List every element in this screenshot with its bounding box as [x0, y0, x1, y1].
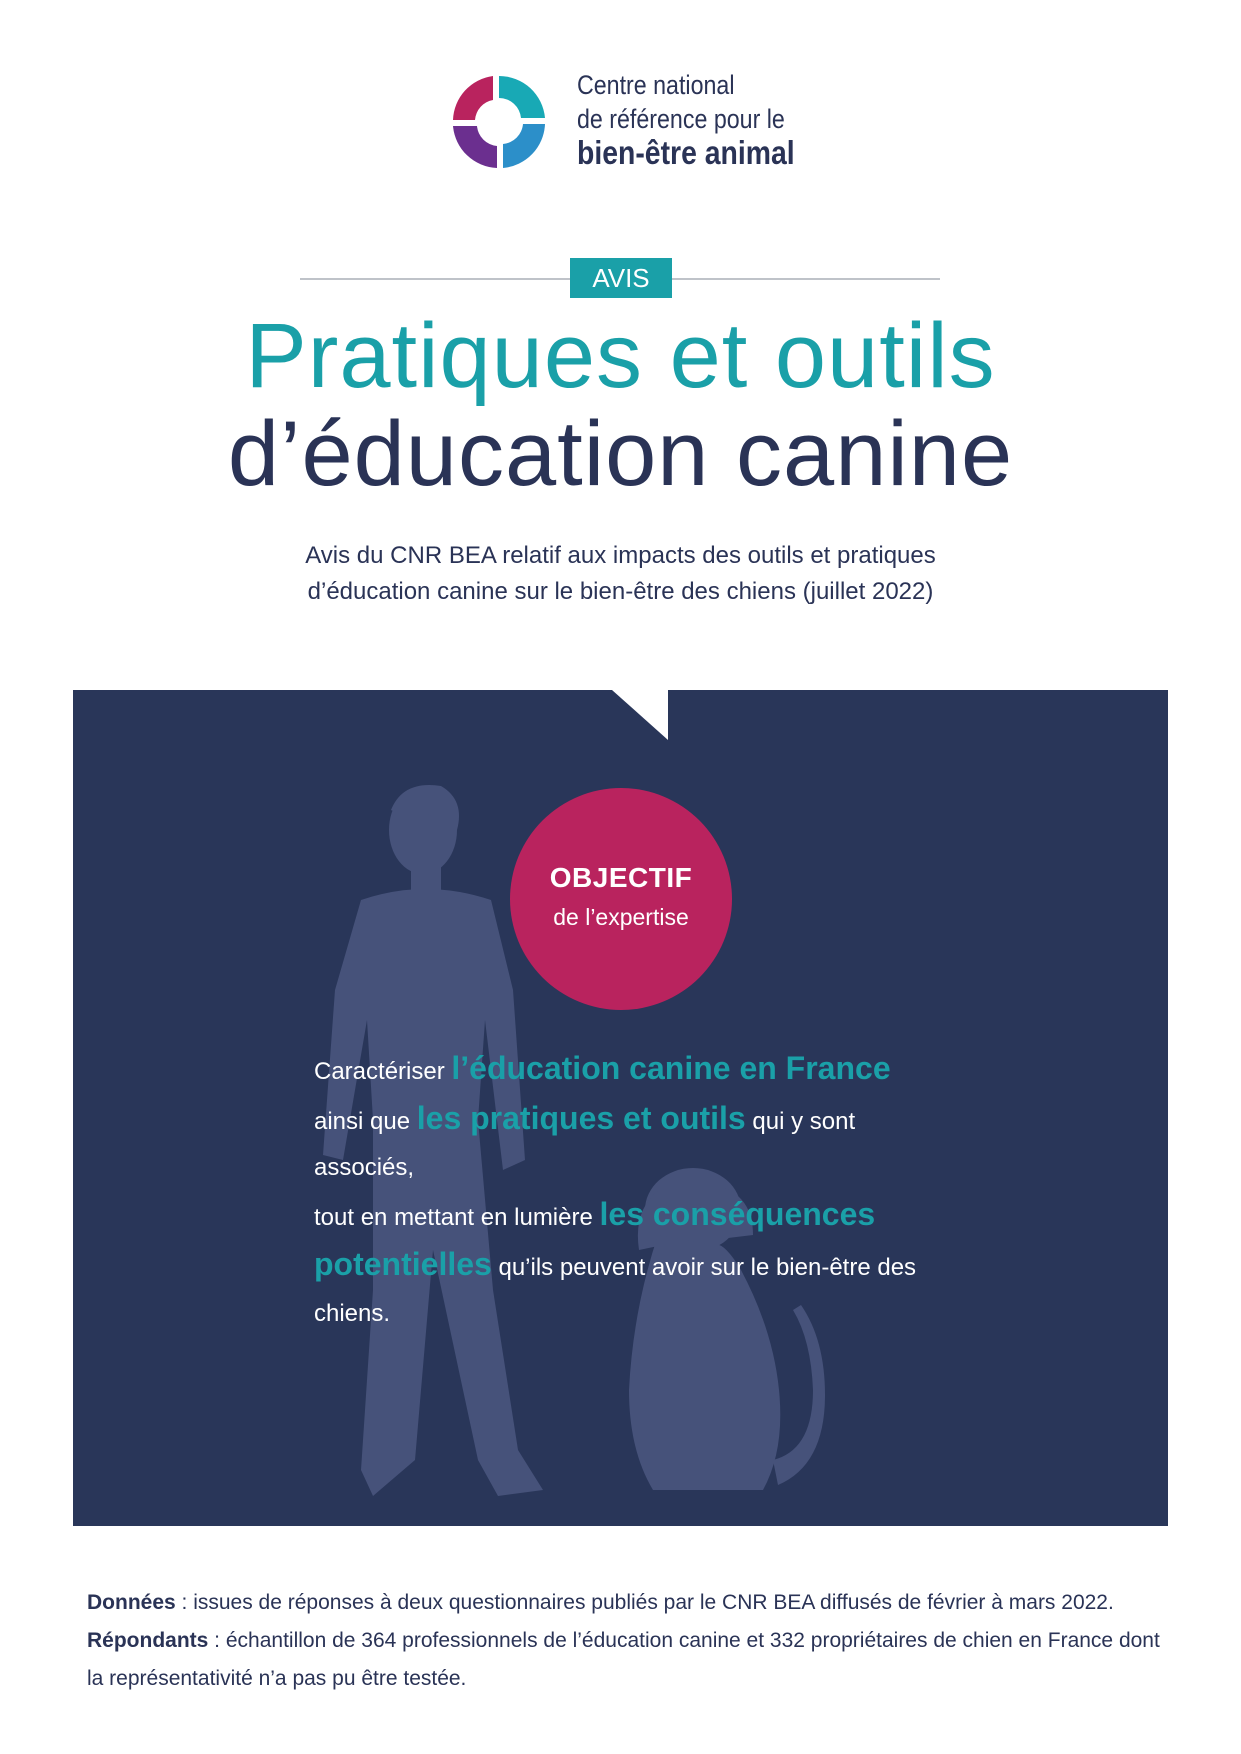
page-title-line-1: Pratiques et outils: [245, 305, 996, 407]
objective-circle: [510, 788, 732, 1010]
subtitle-line-2: d’éducation canine sur le bien-être des chiens (juillet 2022): [307, 578, 934, 605]
objective-highlight-4: potentielles: [314, 1246, 492, 1282]
avis-badge: AVIS: [570, 258, 672, 298]
objective-text-5: qu’ils peuvent avoir sur le bien-être des: [491, 1254, 917, 1281]
objective-text-4: tout en mettant en lumière: [314, 1204, 600, 1231]
objective-heading: OBJECTIF: [549, 862, 693, 893]
repondants-text-2: la représentativité n’a pas pu être testée.: [87, 1667, 467, 1690]
objective-text: [314, 1045, 954, 1337]
objective-subheading: de l’expertise: [553, 904, 689, 930]
objective-text-2: ainsi que: [314, 1108, 417, 1135]
footnote-repondants: [87, 1622, 1167, 1660]
objective-highlight-1: l’éducation canine en France: [451, 1050, 891, 1086]
panel-notch: [612, 690, 668, 740]
footnote-donnees: [87, 1584, 1167, 1622]
subtitle: [0, 538, 1241, 610]
avis-header-row: [300, 258, 940, 300]
logo-line-1: Centre national: [577, 70, 735, 100]
subtitle-line-1: Avis du CNR BEA relatif aux impacts des outils et pratiques: [305, 542, 936, 569]
repondants-label: Répondants: [87, 1629, 209, 1652]
donnees-label: Données: [87, 1591, 176, 1614]
objective-highlight-2: les pratiques et outils: [416, 1100, 746, 1136]
page-title-line-2: d’éducation canine: [227, 403, 1014, 505]
logo-swirl-icon: [445, 68, 553, 176]
repondants-text: : échantillon de 364 professionnels de l’éducation canine et 332 propriétaires de chien en France dont: [208, 1629, 1160, 1652]
logo-line-2: de référence pour le: [577, 104, 785, 134]
objective-highlight-3: les conséquences: [599, 1196, 876, 1232]
cnr-bea-logo: [445, 68, 805, 178]
objective-text-6: chiens.: [314, 1300, 391, 1327]
logo-line-3: bien-être animal: [577, 134, 795, 171]
objective-text-1: Caractériser: [314, 1058, 452, 1085]
footnote: [87, 1584, 1167, 1698]
objective-text-3: qui y sont associés,: [314, 1108, 856, 1181]
donnees-text: : issues de réponses à deux questionnaires publiés par le CNR BEA diffusés de février à mars 2022.: [175, 1591, 1114, 1614]
